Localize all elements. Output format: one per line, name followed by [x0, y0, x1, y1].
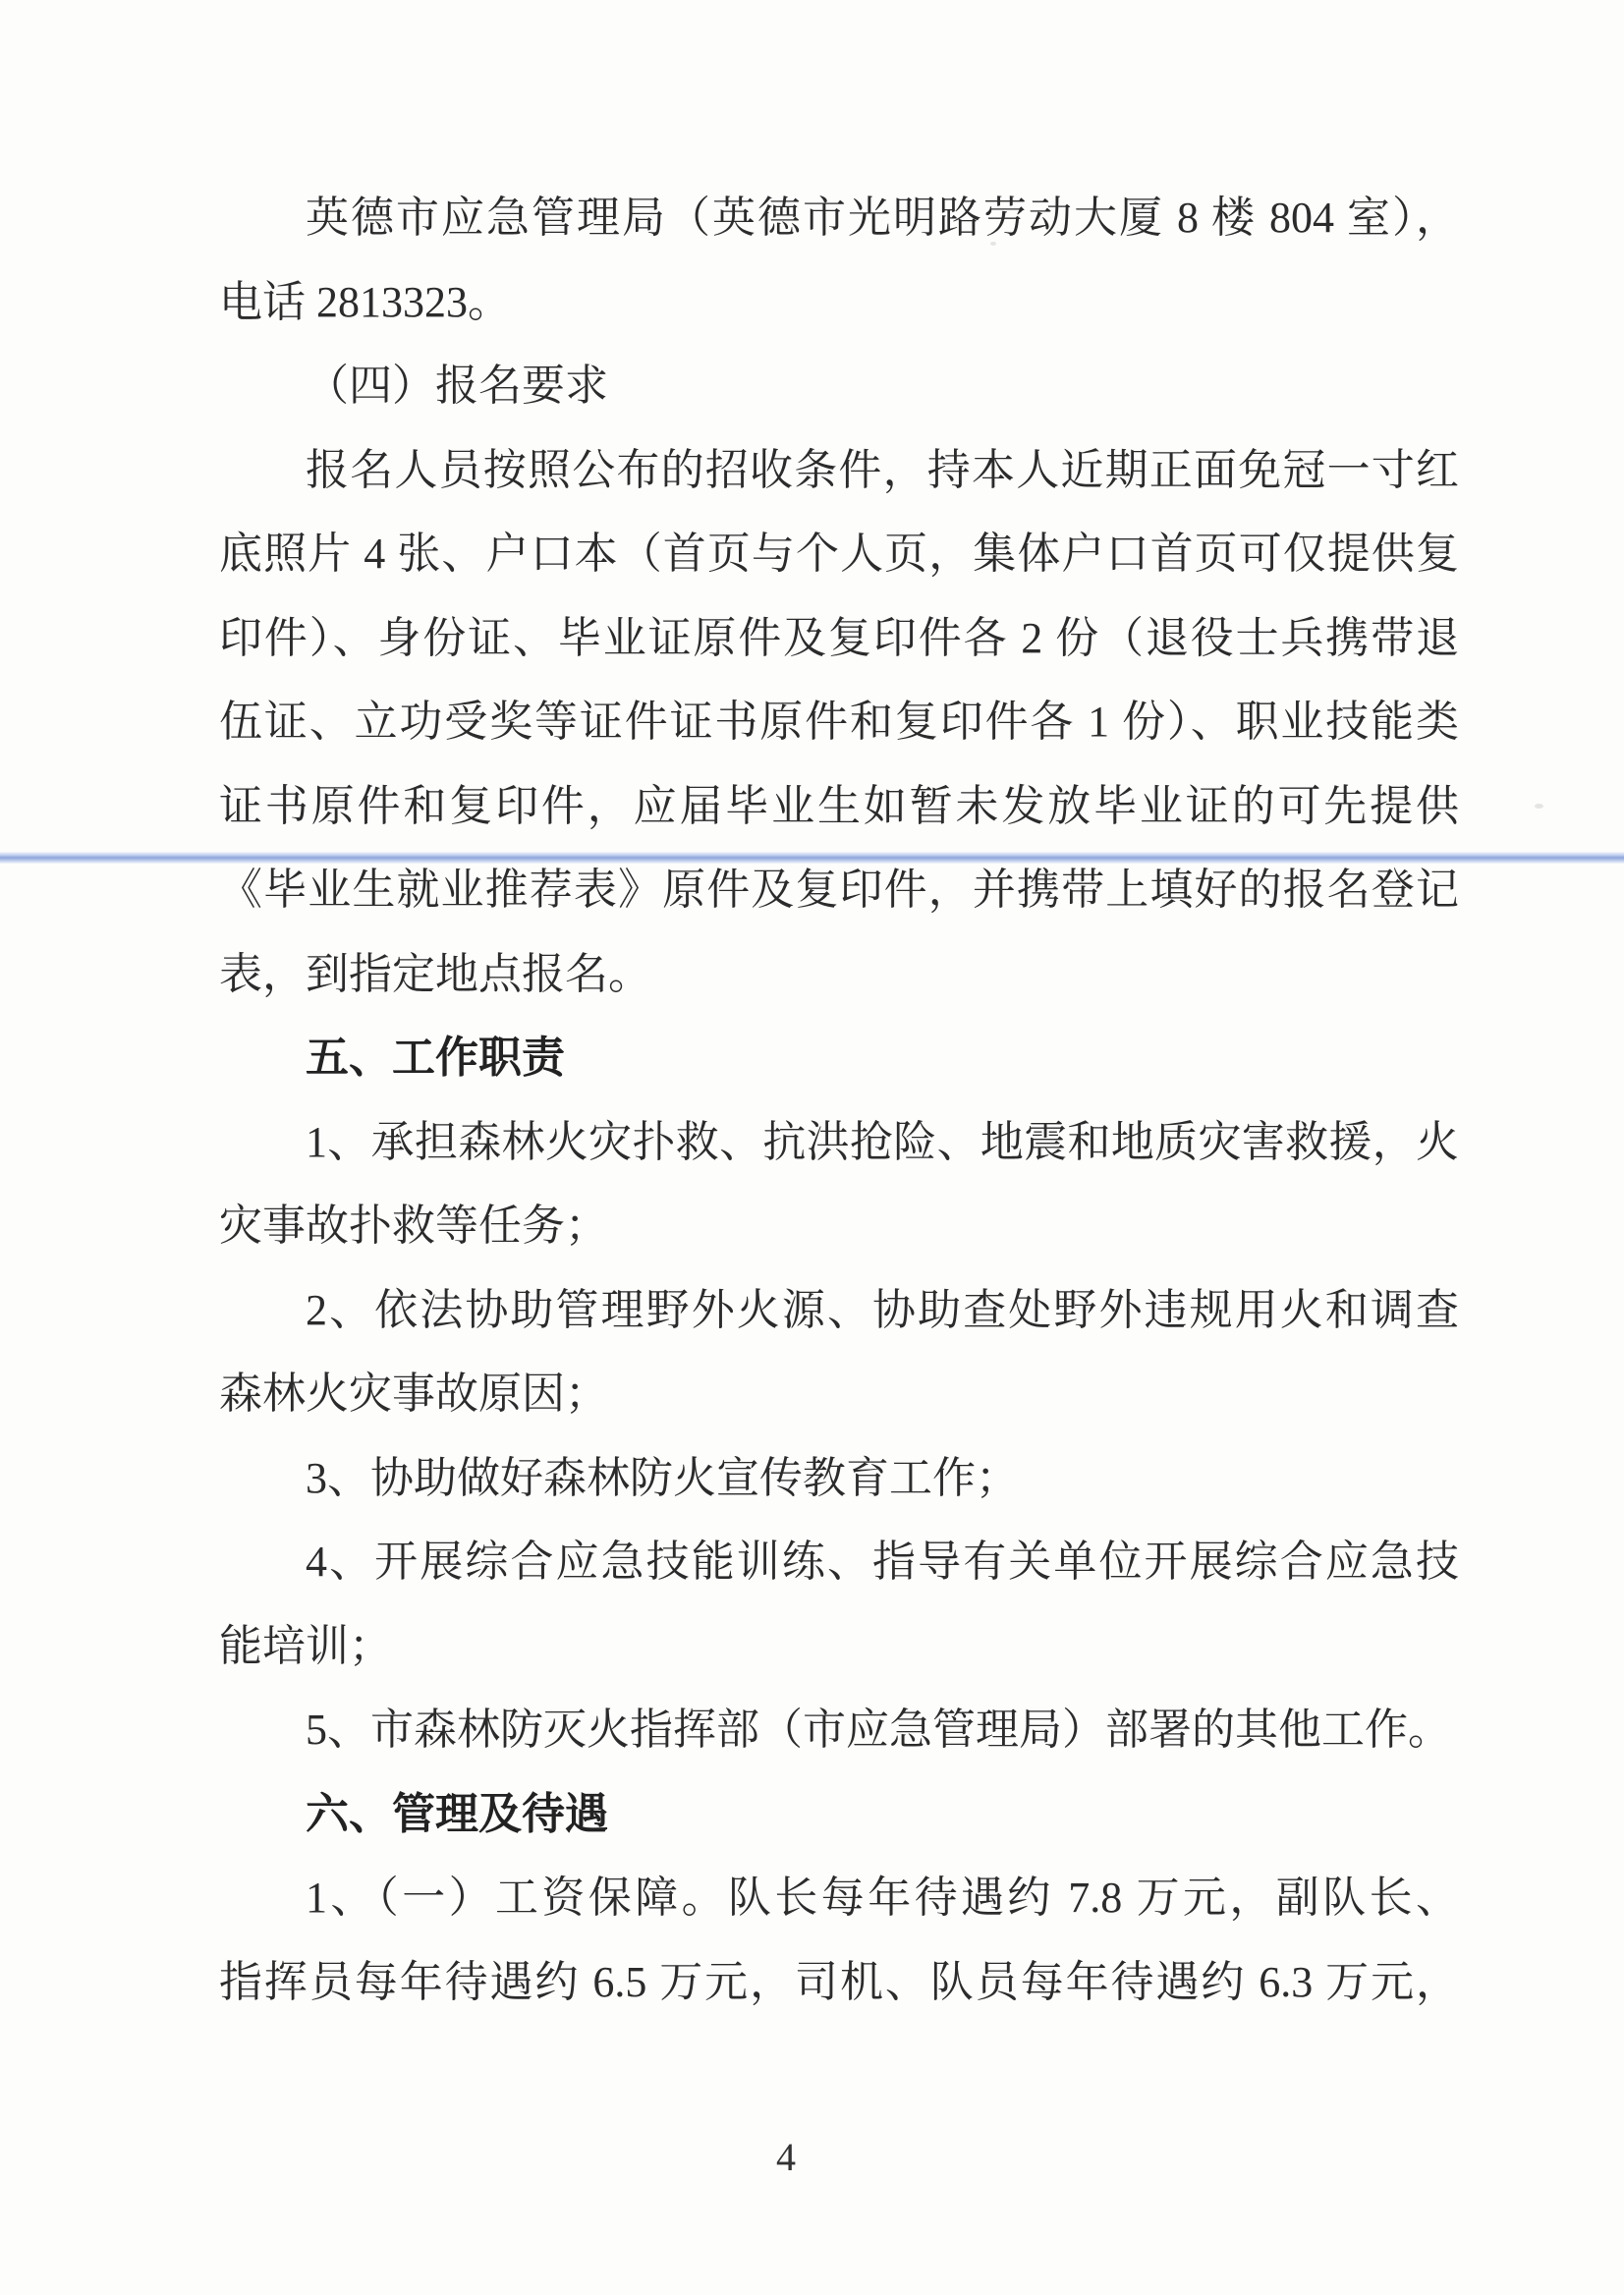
- text-lines: [219, 176, 1459, 2024]
- scan-speck: [990, 242, 996, 246]
- page-number: 4: [776, 2135, 796, 2179]
- text-line: 《毕业生就业推荐表》原件及复印件，并携带上填好的报名登记: [219, 866, 1459, 914]
- text-line: 4、开展综合应急技能训练、指导有关单位开展综合应急技: [306, 1538, 1459, 1586]
- text-line: 5、市森林防灭火指挥部（市应急管理局）部署的其他工作。: [306, 1706, 1451, 1754]
- text-line: 电话 2813323。: [219, 277, 511, 326]
- text-line: 能培训；: [219, 1621, 392, 1670]
- text-line: （四）报名要求: [306, 362, 608, 410]
- text-line: 证书原件和复印件，应届毕业生如暂未发放毕业证的可先提供: [219, 781, 1459, 830]
- scan-speck: [1535, 804, 1543, 809]
- page-footer: [0, 2134, 1572, 2180]
- section-heading: 五、工作职责: [306, 1034, 565, 1082]
- divider-line: [0, 852, 1624, 864]
- text-line: 灾事故扑救等任务；: [219, 1202, 608, 1250]
- text-line: 印件）、身份证、毕业证原件及复印件各 2 份（退役士兵携带退: [219, 613, 1459, 662]
- text-line: 1、（一）工资保障。队长每年待遇约 7.8 万元，副队长、: [306, 1874, 1459, 1922]
- text-line: 英德市应急管理局（英德市光明路劳动大厦 8 楼 804 室），: [306, 194, 1459, 242]
- text-line: 森林火灾事故原因；: [219, 1370, 608, 1418]
- text-line: 1、承担森林火灾扑救、抗洪抢险、地震和地质灾害救援，火: [306, 1117, 1459, 1166]
- text-line: 指挥员每年待遇约 6.5 万元，司机、队员每年待遇约 6.3 万元，: [219, 1957, 1459, 2006]
- text-line: 2、依法协助管理野外火源、协助查处野外违规用火和调查: [306, 1285, 1459, 1334]
- text-line: 报名人员按照公布的招收条件，持本人近期正面免冠一寸红: [306, 445, 1459, 494]
- text-line: 底照片 4 张、户口本（首页与个人页，集体户口首页可仅提供复: [219, 530, 1459, 578]
- text-line: 表，到指定地点报名。: [219, 949, 651, 998]
- text-line: 伍证、立功受奖等证件证书原件和复印件各 1 份）、职业技能类: [219, 698, 1459, 746]
- text-line: 3、协助做好森林防火宣传教育工作；: [306, 1453, 1019, 1502]
- section-heading: 六、管理及待遇: [306, 1789, 608, 1838]
